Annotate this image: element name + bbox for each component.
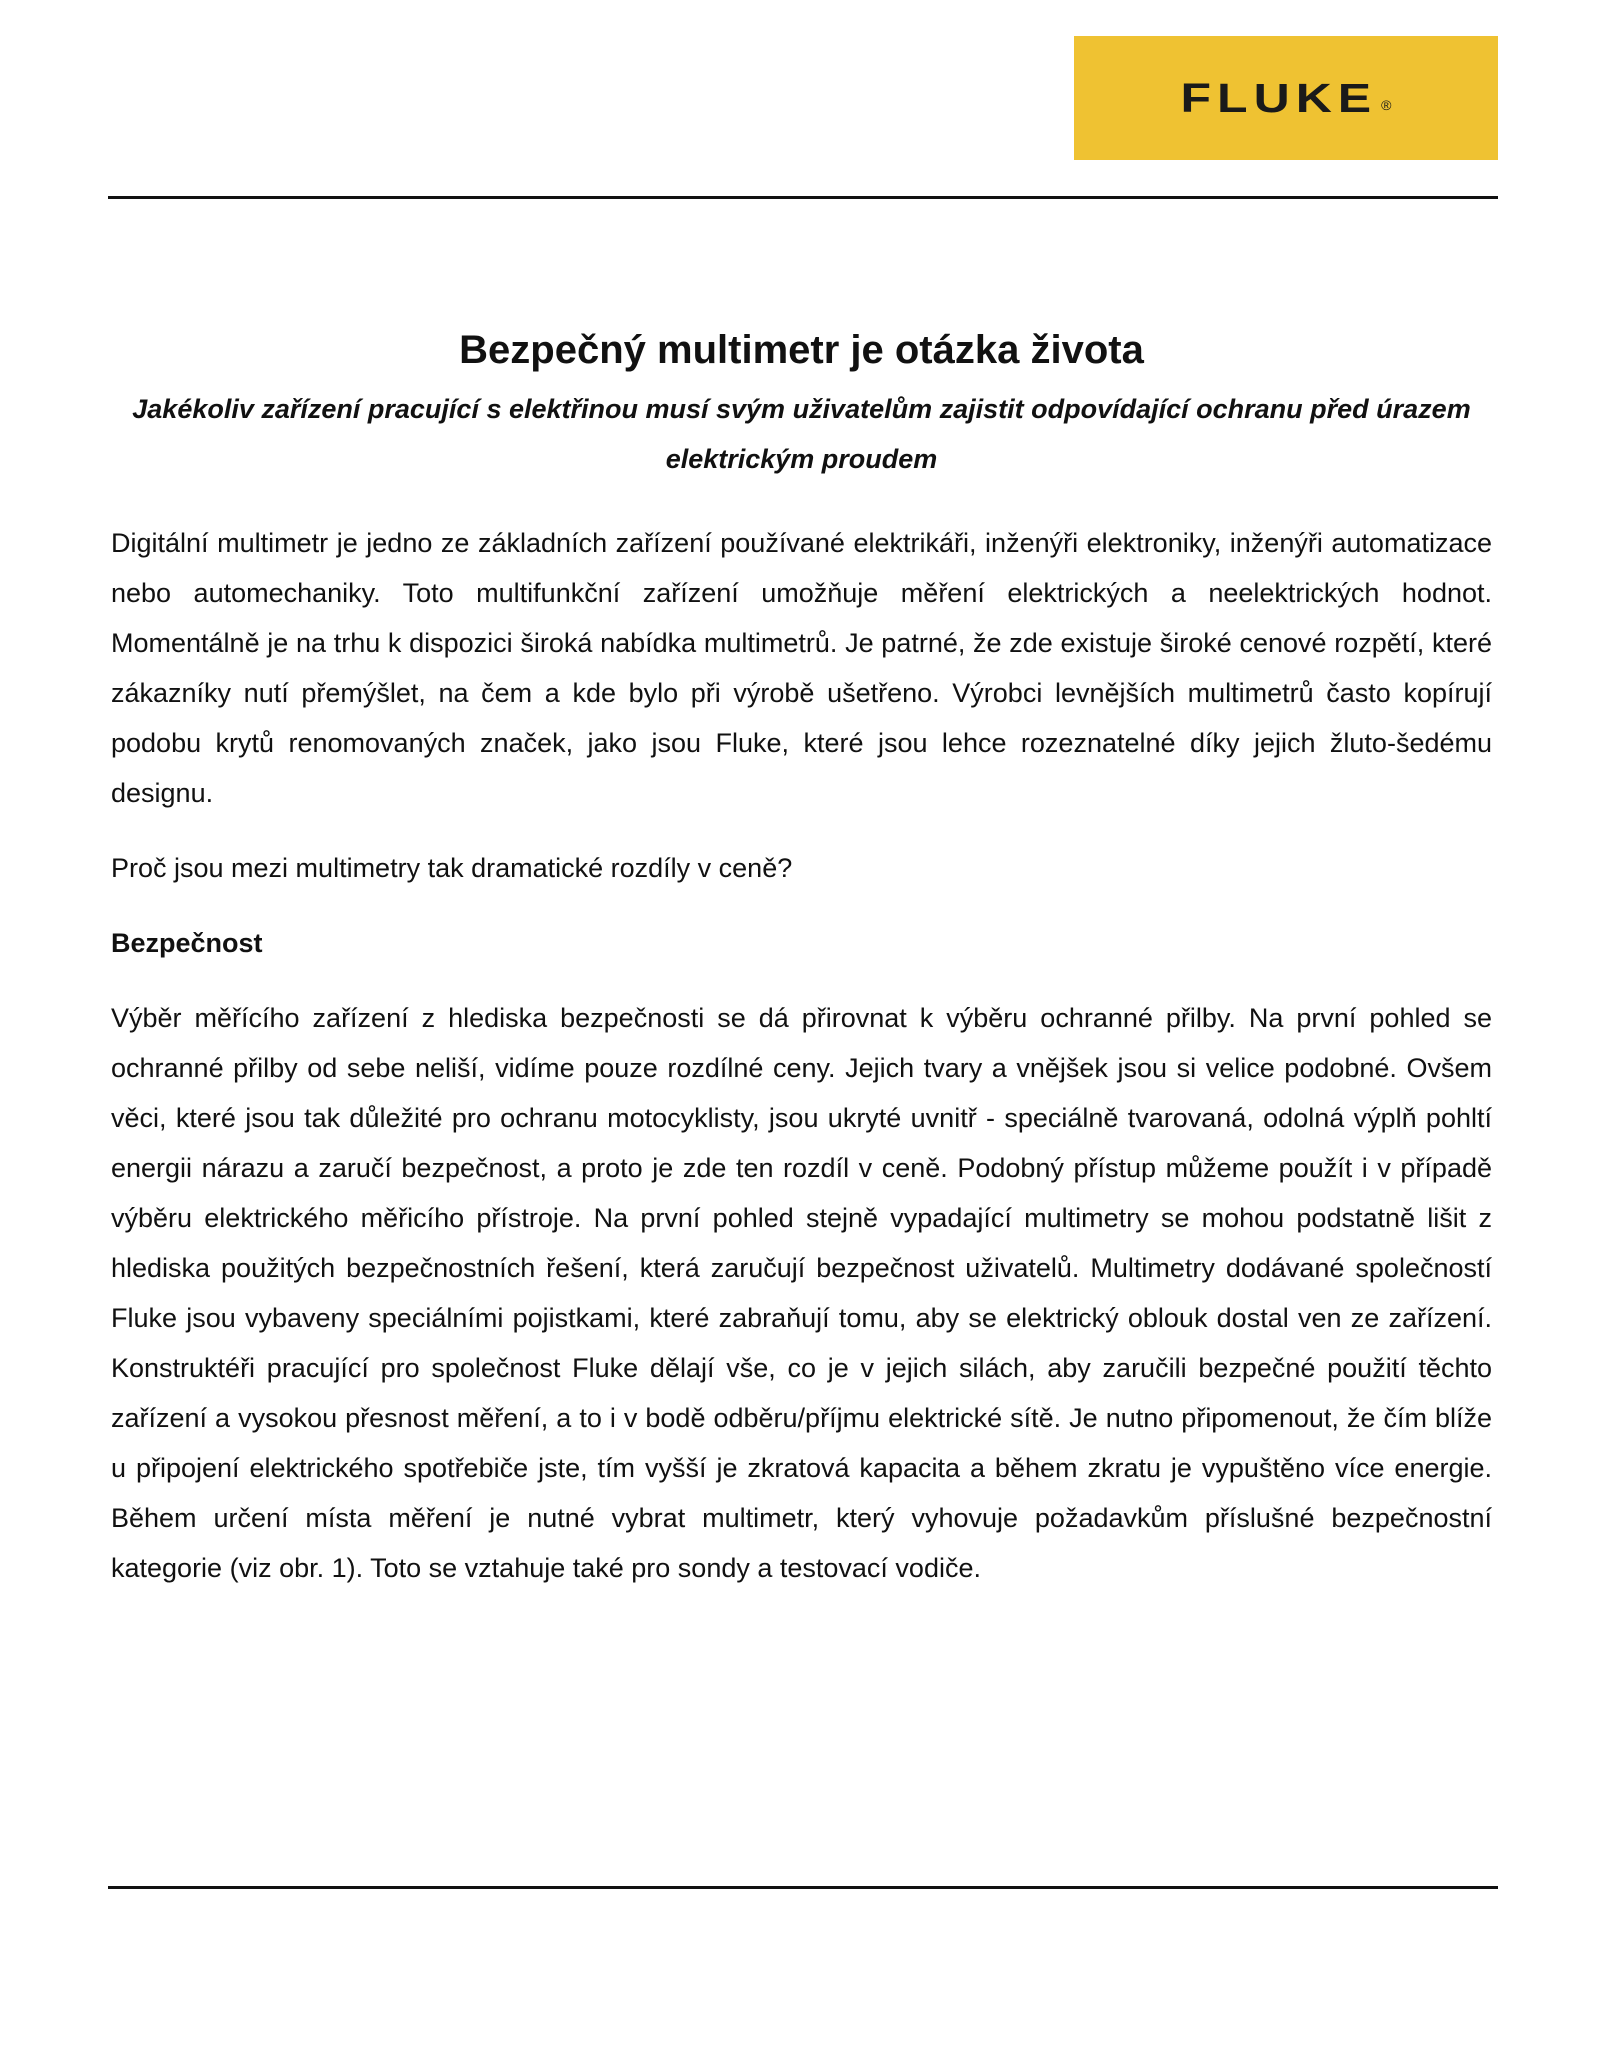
section-heading: Bezpečnost (111, 928, 263, 958)
fluke-logo (1074, 36, 1498, 160)
logo-wordmark: FLUKE (1180, 75, 1378, 121)
article-title: Bezpečný multimetr je otázka života (459, 328, 1144, 372)
footer-divider (108, 1886, 1498, 1889)
paragraph-safety: Výběr měřícího zařízení z hlediska bezpečnosti se dá přirovnat k výběru ochranné přilby. Na první pohled se ochranné přilby od sebe neliší, vidíme pouze rozdílné ceny. Jejich tvary a vnějšek jsou si velice podobné. Ovšem věci, které jsou tak důležité pro ochranu motocyklisty, jsou ukryté uvnitř - speciálně tvarovaná, odolná výplň pohltí energii nárazu a zaručí bezpečnost, a proto je zde ten rozdíl v ceně. Podobný přístup můžeme použít i v případě výběru elektrického měřicího přístroje. Na první pohled stejně vypadající multimetry se mohou podstatně lišit z hlediska použitých bezpečnostních řešení, která zaručují bezpečnost uživatelů. Multimetry dodávané společností Fluke jsou vybaveny speciálními pojistkami, které zabraňují tomu, aby se elektrický oblouk dostal ven ze zařízení. Konstruktéři pracující pro společnost Fluke dělají vše, co je v jejich silách, aby zaručili bezpečné použití těchto zařízení a vysokou přesnost měření, a to i v bodě odběru/příjmu elektrické sítě. Je nutno připomenout, že čím blíže u připojení elektrického spotřebiče jste, tím vyšší je zkratová kapacita a během zkratu je vypuštěno více energie. Během určení místa měření je nutné vybrat multimetr, který vyhovuje požadavkům příslušné bezpečnostní kategorie (viz obr. 1). Toto se vztahuje také pro sondy a testovací vodiče. (111, 1003, 1492, 1583)
header-divider (108, 196, 1498, 199)
article-subtitle: Jakékoliv zařízení pracující s elektřinou musí svým uživatelům zajistit odpovídající ochranu před úrazem elektrickým proudem (132, 394, 1471, 474)
paragraph-intro: Digitální multimetr je jedno ze základních zařízení používané elektrikáři, inženýři elektroniky, inženýři automatizace nebo automechaniky. Toto multifunkční zařízení umožňuje měření elektrických a neelektrických hodnot. Momentálně je na trhu k dispozici široká nabídka multimetrů. Je patrné, že zde existuje široké cenové rozpětí, které zákazníky nutí přemýšlet, na čem a kde bylo při výrobě ušetřeno. Výrobci levnějších multimetrů často kopírují podobu krytů renomovaných značek, jako jsou Fluke, které jsou lehce rozeznatelné díky jejich žluto-šedému designu. (111, 528, 1492, 808)
article-body (111, 322, 1492, 1593)
paragraph-question: Proč jsou mezi multimetry tak dramatické rozdíly v ceně? (111, 853, 793, 883)
registered-mark: ® (1381, 97, 1392, 113)
